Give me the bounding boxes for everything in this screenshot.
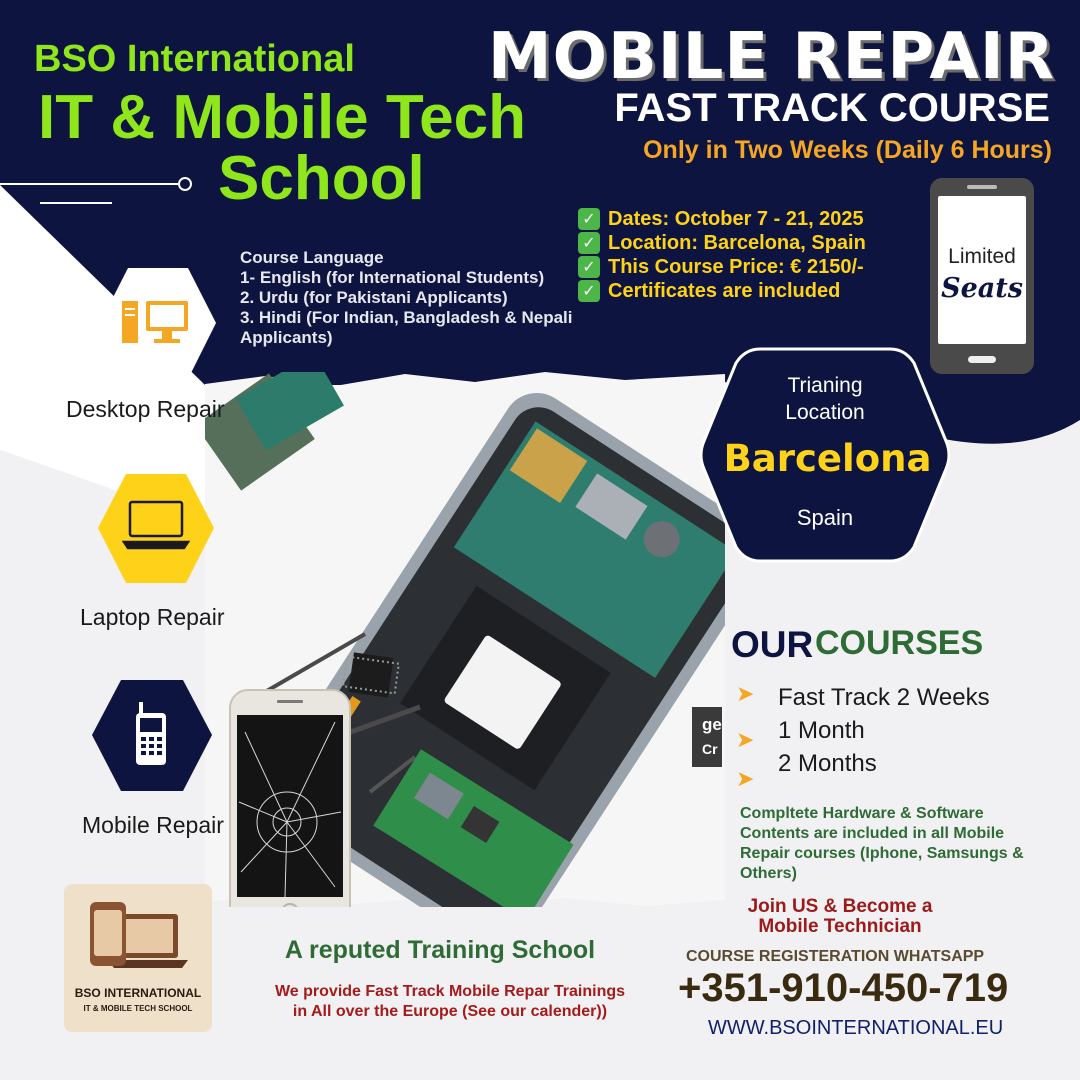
language-item: 1- English (for International Students) [240,268,545,287]
brand-name: BSO International [34,38,355,80]
registration-label: COURSE REGISTERATION WHATSAPP [686,948,985,965]
arrow-right-icon: ➤ [736,767,755,792]
seats-badge-line2: Seats [941,273,1023,304]
arrow-right-icon: ➤ [736,728,755,753]
check-mark-icon: ✓ [578,280,600,302]
reputed-school-heading: A reputed Training School [284,936,596,964]
seats-badge-line1: Limited [948,245,1016,268]
service-label-laptop: Laptop Repair [80,604,225,630]
laptop-service-hexagon [96,472,216,585]
logo-text: BSO INTERNATIONAL [74,986,202,1000]
training-country: Spain [796,505,854,530]
course-duration: Only in Two Weeks (Daily 6 Hours) [643,136,1052,164]
website-link[interactable]: WWW.BSOINTERNATIONAL.EU [708,1017,1004,1039]
page-title: MOBILE REPAIR [487,20,1055,94]
language-item: Applicants) [240,328,333,347]
course-item: 1 Month [778,717,865,744]
fact-certificates: ✓ Certificates are included [578,279,866,303]
language-item: 3. Hindi (For Indian, Bangladesh & Nepali [240,308,573,327]
courses-heading-our: OUR [731,624,814,665]
desktop-service-hexagon [98,266,218,381]
language-item: 2. Urdu (for Pakistani Applicants) [240,288,508,307]
mobile-service-hexagon [90,678,214,793]
arrow-right-icon: ➤ [736,682,755,707]
course-facts [578,207,866,303]
check-mark-icon: ✓ [578,208,600,230]
training-location-label: Trianing Location [785,374,865,424]
join-call-to-action: Join US & Become a Mobile Technician [747,896,933,937]
course-item: 2 Months [778,750,877,777]
photo-overlay-text: ge Cr [692,707,722,767]
logo-subtext: IT & MOBILE TECH SCHOOL [83,1004,193,1013]
languages-heading: Course Language [240,248,384,267]
trainings-description: We provide Fast Track Mobile Repar Trainings in All over the Europe (See our calender)) [274,983,626,1020]
brand-tagline: IT & Mobile Tech [38,83,526,152]
courses-content-note: Compltete Hardware & Software Contents are included in all Mobile Repair courses (Iphone, Samsungs & Others) [740,805,1024,882]
service-label-mobile: Mobile Repair [82,812,224,838]
courses-heading-courses: COURSES [815,624,984,662]
check-mark-icon: ✓ [578,256,600,278]
brand-tagline-school: School [218,144,425,213]
fact-dates: ✓ Dates: October 7 - 21, 2025 [578,207,866,231]
fact-location: ✓ Location: Barcelona, Spain [578,231,866,255]
circuit-board-photo [205,372,725,907]
course-item: Fast Track 2 Weeks [778,684,990,711]
training-city: Barcelona [723,437,932,480]
logo-devices-icon [64,884,212,984]
check-mark-icon: ✓ [578,232,600,254]
fact-price: ✓ This Course Price: € 2150/- [578,255,866,279]
service-label-desktop: Desktop Repair [66,396,225,422]
whatsapp-phone-number[interactable]: +351-910-450-719 [678,966,1009,1010]
page-subtitle: FAST TRACK COURSE [614,86,1050,130]
course-languages [240,248,572,348]
